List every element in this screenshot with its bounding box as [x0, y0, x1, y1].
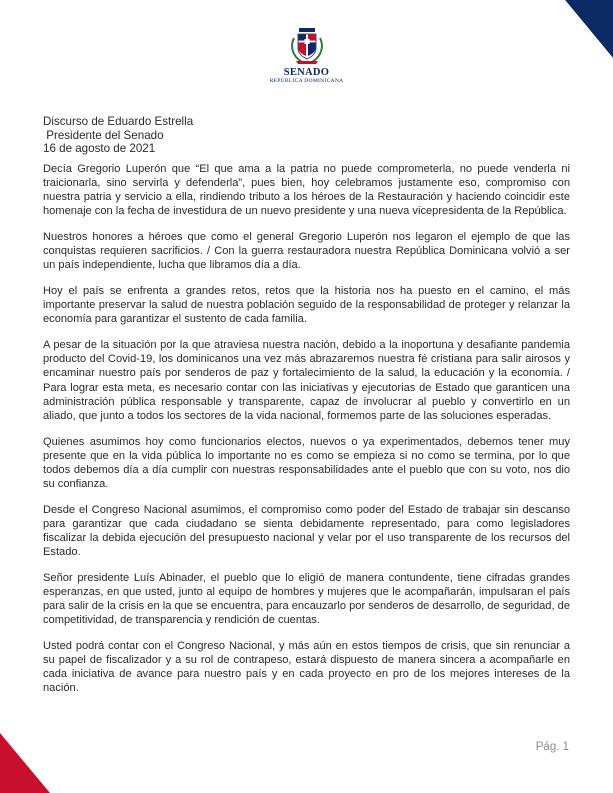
- speaker-role: Presidente del Senado: [43, 128, 164, 142]
- paragraph: Usted podrá contar con el Congreso Nacional, y más aún en estos tiempos de crisis, que sin renunciar a su papel de fiscalizador y a su rol de contrapeso, estará dispuesto de manera sincera a acompañarle en cada iniciativa de avance para nuestro país y en cada proyecto en pro de los mejores intereses de la nación.: [43, 639, 570, 695]
- paragraph: Desde el Congreso Nacional asumimos, el compromiso como poder del Estado de trabajar sin descanso para garantizar que cada ciudadano se sienta debidamente representado, para como legisladores fiscalizar la debida ejecución del presupuesto nacional y velar por el uso transparente de los recursos del Estado.: [43, 503, 570, 559]
- logo-title: SENADO: [283, 67, 330, 78]
- corner-ribbon-bottom-left: [0, 723, 58, 793]
- speech-title: Discurso de Eduardo Estrella: [43, 115, 194, 128]
- senado-logo: [0, 26, 613, 85]
- paragraph: Nuestros honores a héroes que como el general Gregorio Luperón nos legaron el ejemplo de que las conquistas requieren sacrificios. / Con la guerra restauradora nuestra República Dominicana volvió a ser un país independiente, lucha que libramos día a día.: [43, 231, 570, 272]
- paragraph: A pesar de la situación por la que atraviesa nuestra nación, debido a la inoportuna y desafiante pandemia producto del Covid-19, los dominicanos una vez más abrazaremos nuestra fé cristiana para salir airosos y encaminar nuestro país por senderos de paz y fortalecimiento de la salud, la educación y la economía. / Para lograr esta meta, es necesario contar con las iniciativas y ejecutorias de Estado que garanticen una administración pública responsable y transparente, capaz de involucrar al pueblo y convertirlo en un aliado, que junto a todos los sectores de la vida nacional, formemos parte de las soluciones esperadas.: [43, 339, 570, 422]
- paragraph: Señor presidente Luís Abinader, el pueblo que lo eligió de manera contundente, tiene cifradas grandes esperanzas, en que usted, junto al equipo de hombres y mujeres que le acompañarán, impulsaran el país para salir de la crisis en la que se encuentra, para encauzarlo por senderos de desarrollo, de seguridad, de competitividad, de transparencia y rendición de cuentas.: [43, 571, 570, 627]
- coat-of-arms-icon: [288, 26, 326, 66]
- logo-subtitle: REPÚBLICA DOMINICANA: [269, 78, 344, 84]
- speech-header: [43, 115, 193, 156]
- page-number: Pág. 1: [535, 741, 569, 753]
- speech-date: 16 de agosto de 2021: [43, 142, 156, 155]
- paragraph: Decía Gregorio Luperón que “El que ama a la patria no puede comprometerla, no puede venderla ni traicionarla, sino servirla y defenderla”, pues bien, hoy celebramos justamente eso, compromiso con nuestra patria y servicio a ella, rindiendo tributo a los héroes de la Restauración y haciendo coincidir este homenaje con la fecha de investidura de un nuevo presidente y una nueva vicepresidenta de la República.: [43, 163, 570, 218]
- speech-body: [43, 162, 570, 707]
- paragraph: Quienes asumimos hoy como funcionarios electos, nuevos o ya experimentados, debemos tener muy presente que en la vida pública lo importante no es como se empieza si no como se termina, por lo que todos debemos día a día cumplir con nuestras responsabilidades ante el pueblo que con su voto, nos dio su confianza.: [43, 435, 570, 490]
- paragraph: Hoy el país se enfrenta a grandes retos, retos que la historia nos ha puesto en el camino, el más importante preservar la salud de nuestra población seguido de la responsabilidad de proteger y relanzar la economía para garantizar el sustento de cada familia.: [43, 285, 570, 326]
